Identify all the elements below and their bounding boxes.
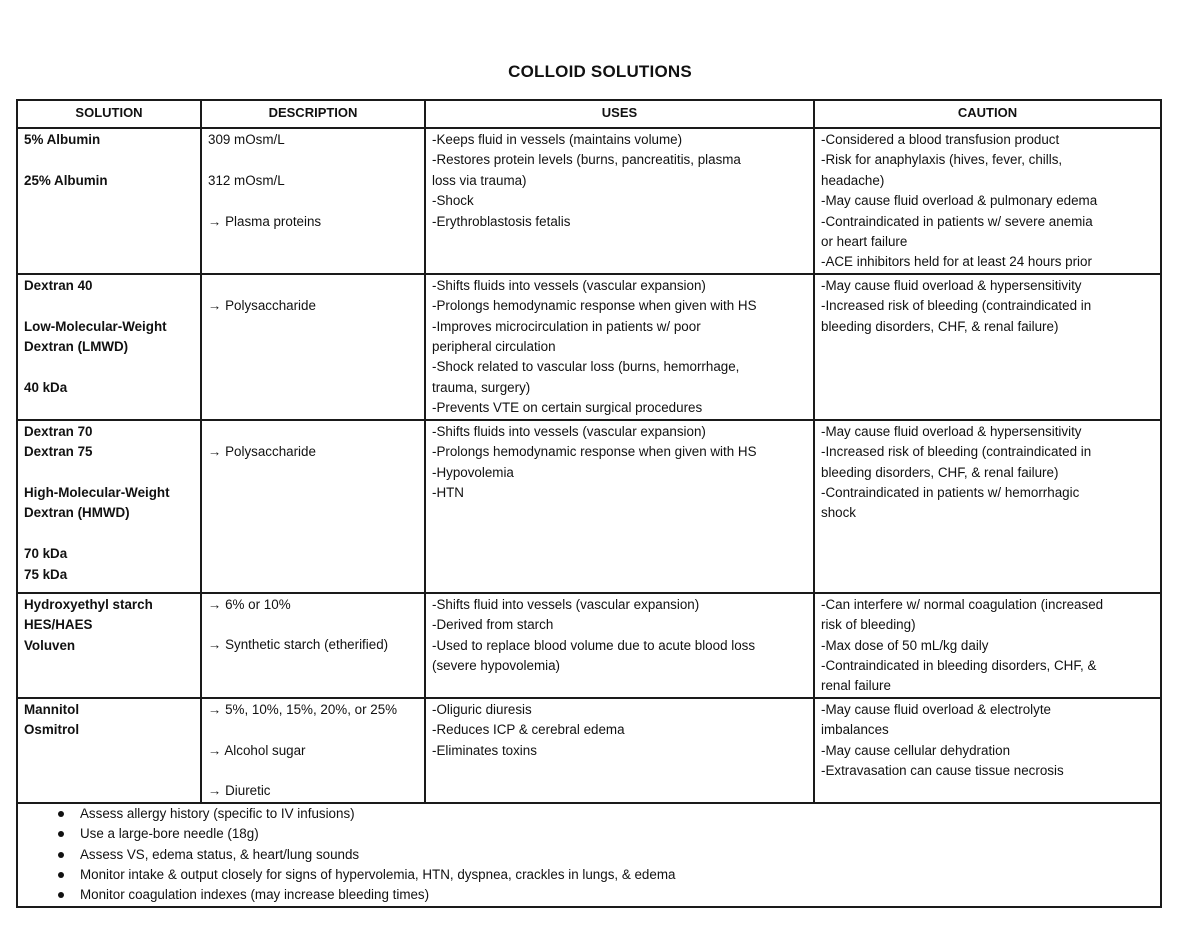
header-row	[17, 100, 1161, 128]
header-caution: CAUTION	[814, 100, 1161, 128]
solution-line	[24, 296, 196, 316]
solution-line: High-Molecular-Weight	[24, 484, 170, 500]
description-line: → Polysaccharide	[208, 298, 316, 314]
uses-line: -Prevents VTE on certain surgical procedures	[432, 400, 703, 416]
description-line	[208, 761, 420, 781]
bullet-icon	[58, 831, 64, 837]
page-title: COLLOID SOLUTIONS	[508, 62, 692, 81]
uses-line: -Oliguric diuresis	[432, 701, 532, 717]
solution-line: Low-Molecular-Weight	[24, 318, 167, 334]
caution-cell	[814, 128, 1161, 274]
solution-line	[24, 463, 196, 483]
description-line: → Plasma proteins	[208, 213, 322, 229]
uses-cell	[425, 698, 814, 803]
solution-line: 25% Albumin	[24, 172, 108, 188]
caution-line: -ACE inhibitors held for at least 24 hours prior	[821, 254, 1092, 270]
solution-line: Dextran 40	[24, 277, 93, 293]
uses-line: -HTN	[432, 484, 464, 500]
solution-line: Dextran 75	[24, 444, 93, 460]
description-line	[208, 615, 420, 635]
description-cell	[201, 698, 425, 803]
caution-line: -Considered a blood transfusion product	[821, 132, 1060, 147]
bullet-icon	[58, 852, 64, 858]
solution-line: Hydroxyethyl starch	[24, 596, 153, 612]
description-line	[208, 191, 420, 211]
uses-line: -Used to replace blood volume due to acute blood loss	[432, 637, 756, 653]
solution-line: Dextran (LMWD)	[24, 339, 129, 355]
solution-line: 75 kDa	[24, 566, 68, 582]
caution-line: bleeding disorders, CHF, & renal failure)	[821, 318, 1059, 334]
solution-line: Mannitol	[24, 701, 80, 717]
colloid-table	[16, 99, 1162, 908]
uses-line: -Keeps fluid in vessels (maintains volume)	[432, 132, 683, 147]
caution-line: imbalances	[821, 722, 889, 738]
caution-line: -Extravasation can cause tissue necrosis	[821, 762, 1064, 778]
caution-line: shock	[821, 505, 856, 521]
description-cell	[201, 593, 425, 698]
solution-line: Voluven	[24, 637, 76, 653]
uses-line: (severe hypovolemia)	[432, 657, 561, 673]
uses-cell	[425, 128, 814, 274]
solution-line	[24, 357, 196, 377]
header-description: DESCRIPTION	[201, 100, 425, 128]
description-line: 312 mOsm/L	[208, 172, 285, 188]
caution-line: renal failure	[821, 678, 891, 694]
uses-line: -Shifts fluid into vessels (vascular expansion)	[432, 596, 700, 612]
caution-line: -Contraindicated in patients w/ severe anemia	[821, 213, 1093, 229]
uses-line: trauma, surgery)	[432, 379, 531, 395]
uses-line: -Hypovolemia	[432, 464, 514, 480]
description-line	[208, 422, 420, 442]
uses-line: peripheral circulation	[432, 339, 556, 355]
uses-line: -Improves microcirculation in patients w/ poor	[432, 318, 701, 334]
uses-line: -Prolongs hemodynamic response when given with HS	[432, 444, 757, 460]
description-cell	[201, 274, 425, 420]
uses-cell	[425, 593, 814, 698]
solution-line: 70 kDa	[24, 546, 68, 562]
uses-line: -Shock	[432, 193, 474, 209]
caution-cell	[814, 698, 1161, 803]
notes-row	[17, 803, 1161, 907]
uses-line: -Prolongs hemodynamic response when given with HS	[432, 298, 757, 314]
uses-line: -Reduces ICP & cerebral edema	[432, 722, 625, 738]
description-line: → Diuretic	[208, 783, 271, 799]
note-item	[80, 845, 1160, 865]
caution-line: -Contraindicated in bleeding disorders, CHF, &	[821, 657, 1097, 673]
bullet-icon	[58, 892, 64, 898]
solution-cell	[17, 128, 201, 274]
description-line: → Synthetic starch (etherified)	[208, 637, 389, 653]
uses-cell	[425, 420, 814, 593]
caution-line: risk of bleeding)	[821, 617, 916, 633]
caution-cell	[814, 593, 1161, 698]
solution-cell	[17, 698, 201, 803]
description-cell	[201, 128, 425, 274]
caution-line: -May cause fluid overload & hypersensitivity	[821, 277, 1082, 293]
description-line	[208, 276, 420, 296]
table-row	[17, 128, 1161, 274]
caution-line: -Can interfere w/ normal coagulation (increased	[821, 596, 1104, 612]
solution-cell	[17, 420, 201, 593]
caution-line: headache)	[821, 172, 885, 188]
solution-line: Osmitrol	[24, 722, 80, 738]
caution-line: -Max dose of 50 mL/kg daily	[821, 637, 989, 653]
description-line: → Polysaccharide	[208, 444, 316, 460]
uses-line: -Shifts fluids into vessels (vascular expansion)	[432, 277, 706, 293]
header-uses: USES	[425, 100, 814, 128]
uses-line: -Eliminates toxins	[432, 742, 537, 758]
note-text: Monitor coagulation indexes (may increase bleeding times)	[80, 887, 430, 903]
uses-line: -Shifts fluids into vessels (vascular expansion)	[432, 423, 706, 439]
note-text: Use a large-bore needle (18g)	[80, 826, 259, 842]
bullet-icon	[58, 872, 64, 878]
uses-line: -Erythroblastosis fetalis	[432, 213, 571, 229]
description-line	[208, 720, 420, 740]
solution-line: HES/HAES	[24, 617, 93, 633]
caution-line: -May cause fluid overload & electrolyte	[821, 701, 1051, 717]
header-solution: SOLUTION	[17, 100, 201, 128]
note-text: Monitor intake & output closely for signs of hypervolemia, HTN, dyspnea, crackles in lungs, & edema	[80, 866, 676, 882]
caution-line: -Contraindicated in patients w/ hemorrhagic	[821, 484, 1080, 500]
uses-line: -Restores protein levels (burns, pancreatitis, plasma	[432, 152, 741, 168]
table-row	[17, 698, 1161, 803]
table-row	[17, 420, 1161, 593]
solution-line	[24, 524, 196, 544]
uses-line: loss via trauma)	[432, 172, 527, 188]
solution-cell	[17, 274, 201, 420]
solution-line: Dextran 70	[24, 423, 93, 439]
description-line	[208, 150, 420, 170]
description-cell	[201, 420, 425, 593]
solution-line: Dextran (HMWD)	[24, 505, 130, 521]
solution-line: 40 kDa	[24, 379, 68, 395]
uses-line: -Derived from starch	[432, 617, 554, 633]
table-row	[17, 274, 1161, 420]
description-line: 309 mOsm/L	[208, 132, 285, 147]
note-text: Assess allergy history (specific to IV infusions)	[80, 805, 355, 821]
solution-cell	[17, 593, 201, 698]
nursing-notes	[17, 803, 1161, 907]
caution-line: -Increased risk of bleeding (contraindicated in	[821, 444, 1092, 460]
caution-line: or heart failure	[821, 234, 908, 250]
caution-cell	[814, 274, 1161, 420]
caution-line: -May cause fluid overload & hypersensitivity	[821, 423, 1082, 439]
caution-line: -May cause fluid overload & pulmonary edema	[821, 193, 1098, 209]
caution-line: -Risk for anaphylaxis (hives, fever, chills,	[821, 152, 1063, 168]
uses-cell	[425, 274, 814, 420]
caution-line: -May cause cellular dehydration	[821, 742, 1011, 758]
solution-line	[24, 150, 196, 170]
description-line: → Alcohol sugar	[208, 742, 306, 758]
caution-line: -Increased risk of bleeding (contraindicated in	[821, 298, 1092, 314]
note-item	[80, 824, 1160, 844]
uses-line: -Shock related to vascular loss (burns, hemorrhage,	[432, 359, 740, 375]
note-text: Assess VS, edema status, & heart/lung sounds	[80, 846, 360, 862]
description-line: → 5%, 10%, 15%, 20%, or 25%	[208, 701, 398, 717]
caution-cell	[814, 420, 1161, 593]
table-row	[17, 593, 1161, 698]
note-item	[80, 804, 1160, 824]
solution-line: 5% Albumin	[24, 132, 101, 147]
note-item	[80, 865, 1160, 885]
notes-list	[80, 804, 1160, 906]
note-item	[80, 885, 1160, 905]
bullet-icon	[58, 811, 64, 817]
description-line: → 6% or 10%	[208, 596, 291, 612]
caution-line: bleeding disorders, CHF, & renal failure)	[821, 464, 1059, 480]
